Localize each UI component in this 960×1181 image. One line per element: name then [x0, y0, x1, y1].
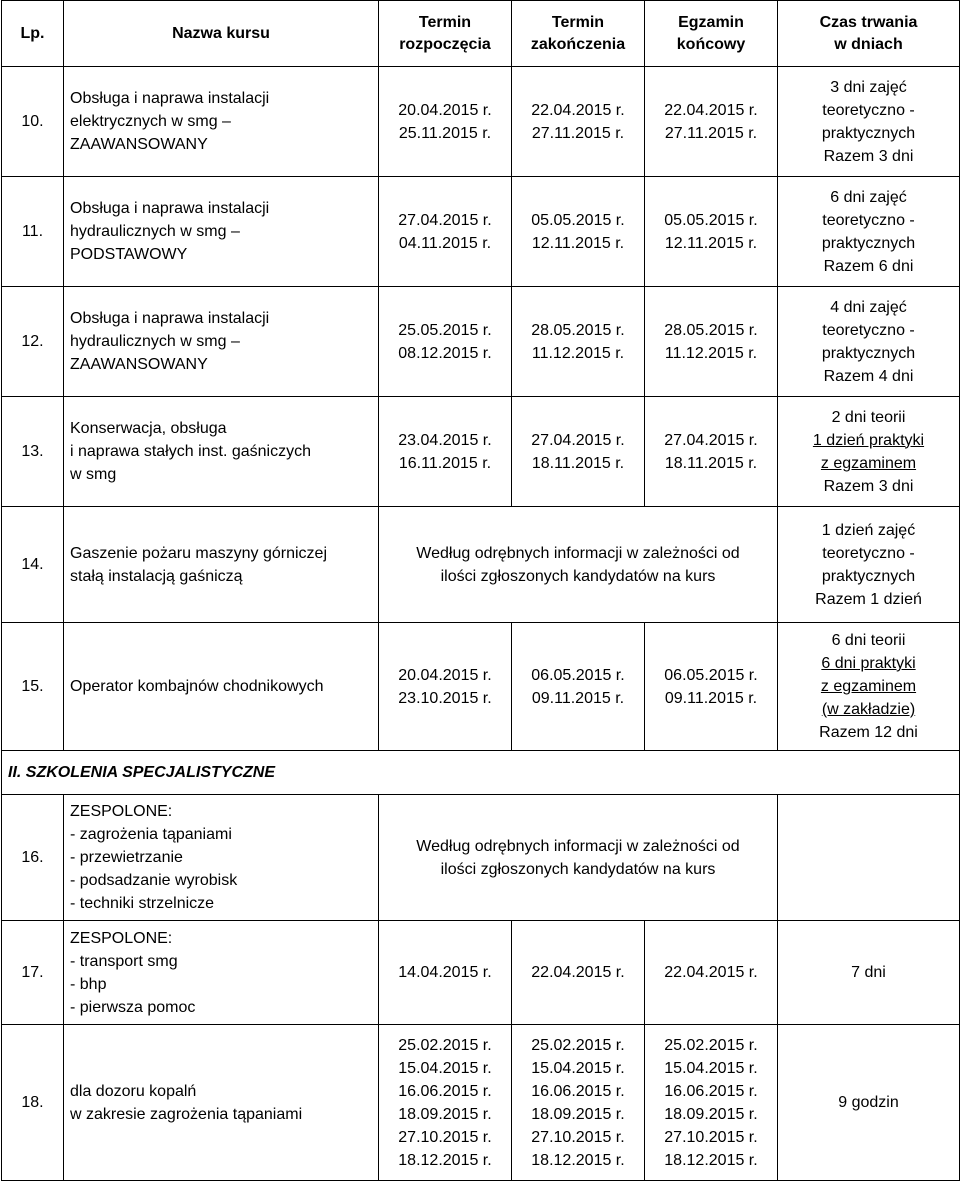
start-dates-line: 25.05.2015 r. — [398, 321, 492, 339]
header-start: Termin rozpoczęcia — [379, 1, 512, 67]
duration — [778, 397, 960, 507]
course-name-line: Gaszenie pożaru maszyny górniczej — [70, 544, 328, 562]
start-dates-line: 25.02.2015 r. — [398, 1036, 492, 1054]
schedule-note-line: ilości zgłoszonych kandydatów na kurs — [440, 860, 716, 878]
row-number: 15. — [2, 623, 64, 751]
start-dates-line: 14.04.2015 r. — [398, 964, 492, 981]
start-dates-line: 27.04.2015 r. — [398, 211, 492, 229]
schedule-note — [379, 795, 778, 921]
start-dates-line: 16.11.2015 r. — [398, 454, 492, 472]
course-name-line: w zakresie zagrożenia tąpaniami — [70, 1105, 303, 1123]
end-dates-line: 27.04.2015 r. — [531, 431, 625, 449]
duration-line: praktycznych — [821, 124, 916, 142]
exam-dates-line: 27.10.2015 r. — [664, 1128, 758, 1146]
row-number: 14. — [2, 507, 64, 623]
duration-line: (w zakładzie) — [821, 701, 916, 718]
exam-dates-line: 06.05.2015 r. — [664, 666, 758, 684]
exam-dates-line: 05.05.2015 r. — [664, 211, 758, 229]
end-dates-line: 09.11.2015 r. — [531, 689, 625, 707]
start-dates-line: 27.10.2015 r. — [398, 1128, 492, 1146]
course-name-line: - zagrożenia tąpaniami — [70, 826, 232, 843]
start-dates — [379, 67, 512, 177]
start-dates-line: 20.04.2015 r. — [398, 666, 492, 684]
end-dates-line: 22.04.2015 r. — [531, 964, 625, 981]
duration-line: 1 dzień zajęć — [821, 521, 916, 539]
start-dates-line: 18.09.2015 r. — [398, 1105, 492, 1123]
start-dates — [379, 623, 512, 751]
row-number: 18. — [2, 1025, 64, 1181]
table-row — [2, 177, 960, 287]
start-dates-line: 25.11.2015 r. — [398, 124, 492, 142]
exam-dates-line: 18.12.2015 r. — [664, 1151, 758, 1169]
start-dates-line: 16.06.2015 r. — [398, 1082, 492, 1100]
header-name: Nazwa kursu — [64, 1, 379, 67]
duration-line: 3 dni zajęć — [830, 78, 907, 96]
course-name-line: hydraulicznych w smg – — [70, 223, 240, 240]
duration — [778, 177, 960, 287]
duration-line: teoretyczno - — [822, 101, 915, 119]
course-name-line: ZAAWANSOWANY — [70, 136, 208, 153]
table-row — [2, 623, 960, 751]
duration-line: Razem 4 dni — [823, 367, 914, 385]
table-row — [2, 1025, 960, 1181]
section-title: II. SZKOLENIA SPECJALISTYCZNE — [2, 751, 960, 795]
exam-dates-line: 15.04.2015 r. — [664, 1059, 758, 1077]
end-dates-line: 18.11.2015 r. — [531, 454, 625, 472]
course-name — [64, 795, 379, 921]
end-dates — [512, 921, 645, 1025]
course-name-line: - pierwsza pomoc — [70, 998, 196, 1016]
duration-line: 6 dni zajęć — [830, 188, 907, 206]
duration — [778, 623, 960, 751]
course-name — [64, 287, 379, 397]
duration-line: 1 dzień praktyki — [812, 431, 925, 449]
course-name — [64, 397, 379, 507]
exam-dates-line: 16.06.2015 r. — [664, 1082, 758, 1100]
header-lp: Lp. — [2, 1, 64, 67]
exam-dates — [645, 287, 778, 397]
course-name-line: - techniki strzelnicze — [70, 895, 215, 912]
exam-dates — [645, 177, 778, 287]
course-name-line: ZESPOLONE: — [70, 929, 173, 947]
course-name-line: dla dozoru kopalń — [70, 1082, 197, 1100]
start-dates — [379, 177, 512, 287]
duration-line: teoretyczno - — [822, 211, 915, 229]
start-dates-line: 23.10.2015 r. — [398, 689, 492, 707]
section-row — [2, 751, 960, 795]
start-dates-line: 15.04.2015 r. — [398, 1059, 492, 1077]
end-dates-line: 27.11.2015 r. — [531, 124, 625, 142]
duration-line: 7 dni — [851, 964, 886, 981]
row-number: 17. — [2, 921, 64, 1025]
course-name-line: ZESPOLONE: — [70, 803, 173, 820]
course-name-line: Konserwacja, obsługa — [70, 420, 227, 437]
start-dates — [379, 921, 512, 1025]
end-dates-line: 16.06.2015 r. — [531, 1082, 625, 1100]
courses-table — [1, 0, 960, 1181]
duration-line: Razem 1 dzień — [815, 590, 922, 608]
table-row — [2, 67, 960, 177]
exam-dates-line: 22.04.2015 r. — [664, 101, 758, 119]
table-row — [2, 287, 960, 397]
table-row — [2, 921, 960, 1025]
exam-dates-line: 27.04.2015 r. — [664, 431, 758, 449]
end-dates-line: 27.10.2015 r. — [531, 1128, 625, 1146]
duration-line: Razem 6 dni — [823, 257, 914, 275]
duration-line: 2 dni teorii — [831, 408, 906, 426]
exam-dates-line: 27.11.2015 r. — [664, 124, 758, 142]
row-number: 16. — [2, 795, 64, 921]
header-time: Czas trwania w dniach — [778, 1, 960, 67]
exam-dates — [645, 67, 778, 177]
end-dates-line: 25.02.2015 r. — [531, 1036, 625, 1054]
table-row — [2, 507, 960, 623]
start-dates-line: 23.04.2015 r. — [398, 431, 492, 449]
start-dates — [379, 397, 512, 507]
special-courses-body — [2, 795, 960, 1181]
exam-dates-line: 22.04.2015 r. — [664, 964, 758, 981]
course-name-line: w smg — [70, 466, 117, 483]
duration — [778, 67, 960, 177]
schedule-note-line: Według odrębnych informacji w zależności od — [416, 544, 740, 562]
duration-line: z egzaminem — [820, 454, 917, 472]
course-name-line: - transport smg — [70, 952, 178, 970]
end-dates-line: 18.09.2015 r. — [531, 1105, 625, 1123]
course-name — [64, 507, 379, 623]
course-name-line: Operator kombajnów chodnikowych — [70, 678, 324, 695]
header-row — [2, 1, 960, 67]
duration — [778, 287, 960, 397]
course-name-line: Obsługa i naprawa instalacji — [70, 200, 270, 217]
table-row — [2, 795, 960, 921]
course-name — [64, 1025, 379, 1181]
duration-line: 9 godzin — [838, 1094, 899, 1111]
start-dates-line: 18.12.2015 r. — [398, 1151, 492, 1169]
row-number: 11. — [2, 177, 64, 287]
start-dates-line: 20.04.2015 r. — [398, 101, 492, 119]
duration-line: praktycznych — [821, 234, 916, 252]
duration-line: 6 dni praktyki — [821, 655, 916, 672]
end-dates — [512, 397, 645, 507]
course-name-line: Obsługa i naprawa instalacji — [70, 310, 270, 327]
end-dates-line: 15.04.2015 r. — [531, 1059, 625, 1077]
duration-line: teoretyczno - — [822, 544, 915, 562]
end-dates — [512, 67, 645, 177]
start-dates — [379, 1025, 512, 1181]
end-dates — [512, 1025, 645, 1181]
exam-dates — [645, 623, 778, 751]
course-name-line: - przewietrzanie — [70, 849, 183, 866]
exam-dates — [645, 921, 778, 1025]
duration-line: 6 dni teorii — [831, 632, 906, 649]
start-dates-line: 04.11.2015 r. — [398, 234, 492, 252]
start-dates-line: 08.12.2015 r. — [398, 344, 492, 362]
course-name-line: ZAAWANSOWANY — [70, 356, 208, 373]
table-row — [2, 397, 960, 507]
duration — [778, 507, 960, 623]
end-dates-line: 28.05.2015 r. — [531, 321, 625, 339]
exam-dates-line: 12.11.2015 r. — [664, 234, 758, 252]
exam-dates-line: 18.09.2015 r. — [664, 1105, 758, 1123]
course-name-line: i naprawa stałych inst. gaśniczych — [70, 443, 311, 460]
course-name-line: stałą instalacją gaśniczą — [70, 567, 243, 585]
duration-line: praktycznych — [821, 567, 916, 585]
schedule-note-line: ilości zgłoszonych kandydatów na kurs — [440, 567, 716, 585]
end-dates-line: 11.12.2015 r. — [531, 344, 625, 362]
course-name-line: - podsadzanie wyrobisk — [70, 872, 238, 889]
end-dates — [512, 623, 645, 751]
duration — [778, 795, 960, 921]
schedule-note — [379, 507, 778, 623]
end-dates-line: 06.05.2015 r. — [531, 666, 625, 684]
course-name-line: elektrycznych w smg – — [70, 113, 231, 130]
exam-dates — [645, 1025, 778, 1181]
start-dates — [379, 287, 512, 397]
row-number: 12. — [2, 287, 64, 397]
duration-line: 4 dni zajęć — [830, 298, 907, 316]
exam-dates-line: 18.11.2015 r. — [664, 454, 758, 472]
schedule-note-line: Według odrębnych informacji w zależności od — [416, 837, 740, 855]
header-end: Termin zakończenia — [512, 1, 645, 67]
end-dates — [512, 177, 645, 287]
header-exam: Egzamin końcowy — [645, 1, 778, 67]
duration-line: teoretyczno - — [822, 321, 915, 339]
exam-dates-line: 11.12.2015 r. — [664, 344, 758, 362]
end-dates-line: 18.12.2015 r. — [531, 1151, 625, 1169]
row-number: 13. — [2, 397, 64, 507]
course-name — [64, 67, 379, 177]
course-name — [64, 623, 379, 751]
exam-dates-line: 09.11.2015 r. — [664, 689, 758, 707]
duration-line: z egzaminem — [820, 678, 917, 695]
duration-line: Razem 3 dni — [823, 477, 914, 495]
course-name-line: hydraulicznych w smg – — [70, 333, 240, 350]
duration-line: Razem 3 dni — [823, 147, 914, 165]
end-dates-line: 22.04.2015 r. — [531, 101, 625, 119]
row-number: 10. — [2, 67, 64, 177]
exam-dates-line: 25.02.2015 r. — [664, 1036, 758, 1054]
course-name — [64, 177, 379, 287]
course-name-line: Obsługa i naprawa instalacji — [70, 90, 270, 107]
duration — [778, 921, 960, 1025]
course-name-line: - bhp — [70, 975, 107, 993]
exam-dates — [645, 397, 778, 507]
end-dates — [512, 287, 645, 397]
end-dates-line: 05.05.2015 r. — [531, 211, 625, 229]
duration — [778, 1025, 960, 1181]
exam-dates-line: 28.05.2015 r. — [664, 321, 758, 339]
courses-body — [2, 67, 960, 751]
course-name-line: PODSTAWOWY — [70, 246, 188, 263]
duration-line: Razem 12 dni — [819, 724, 918, 741]
course-name — [64, 921, 379, 1025]
end-dates-line: 12.11.2015 r. — [531, 234, 625, 252]
duration-line: praktycznych — [821, 344, 916, 362]
